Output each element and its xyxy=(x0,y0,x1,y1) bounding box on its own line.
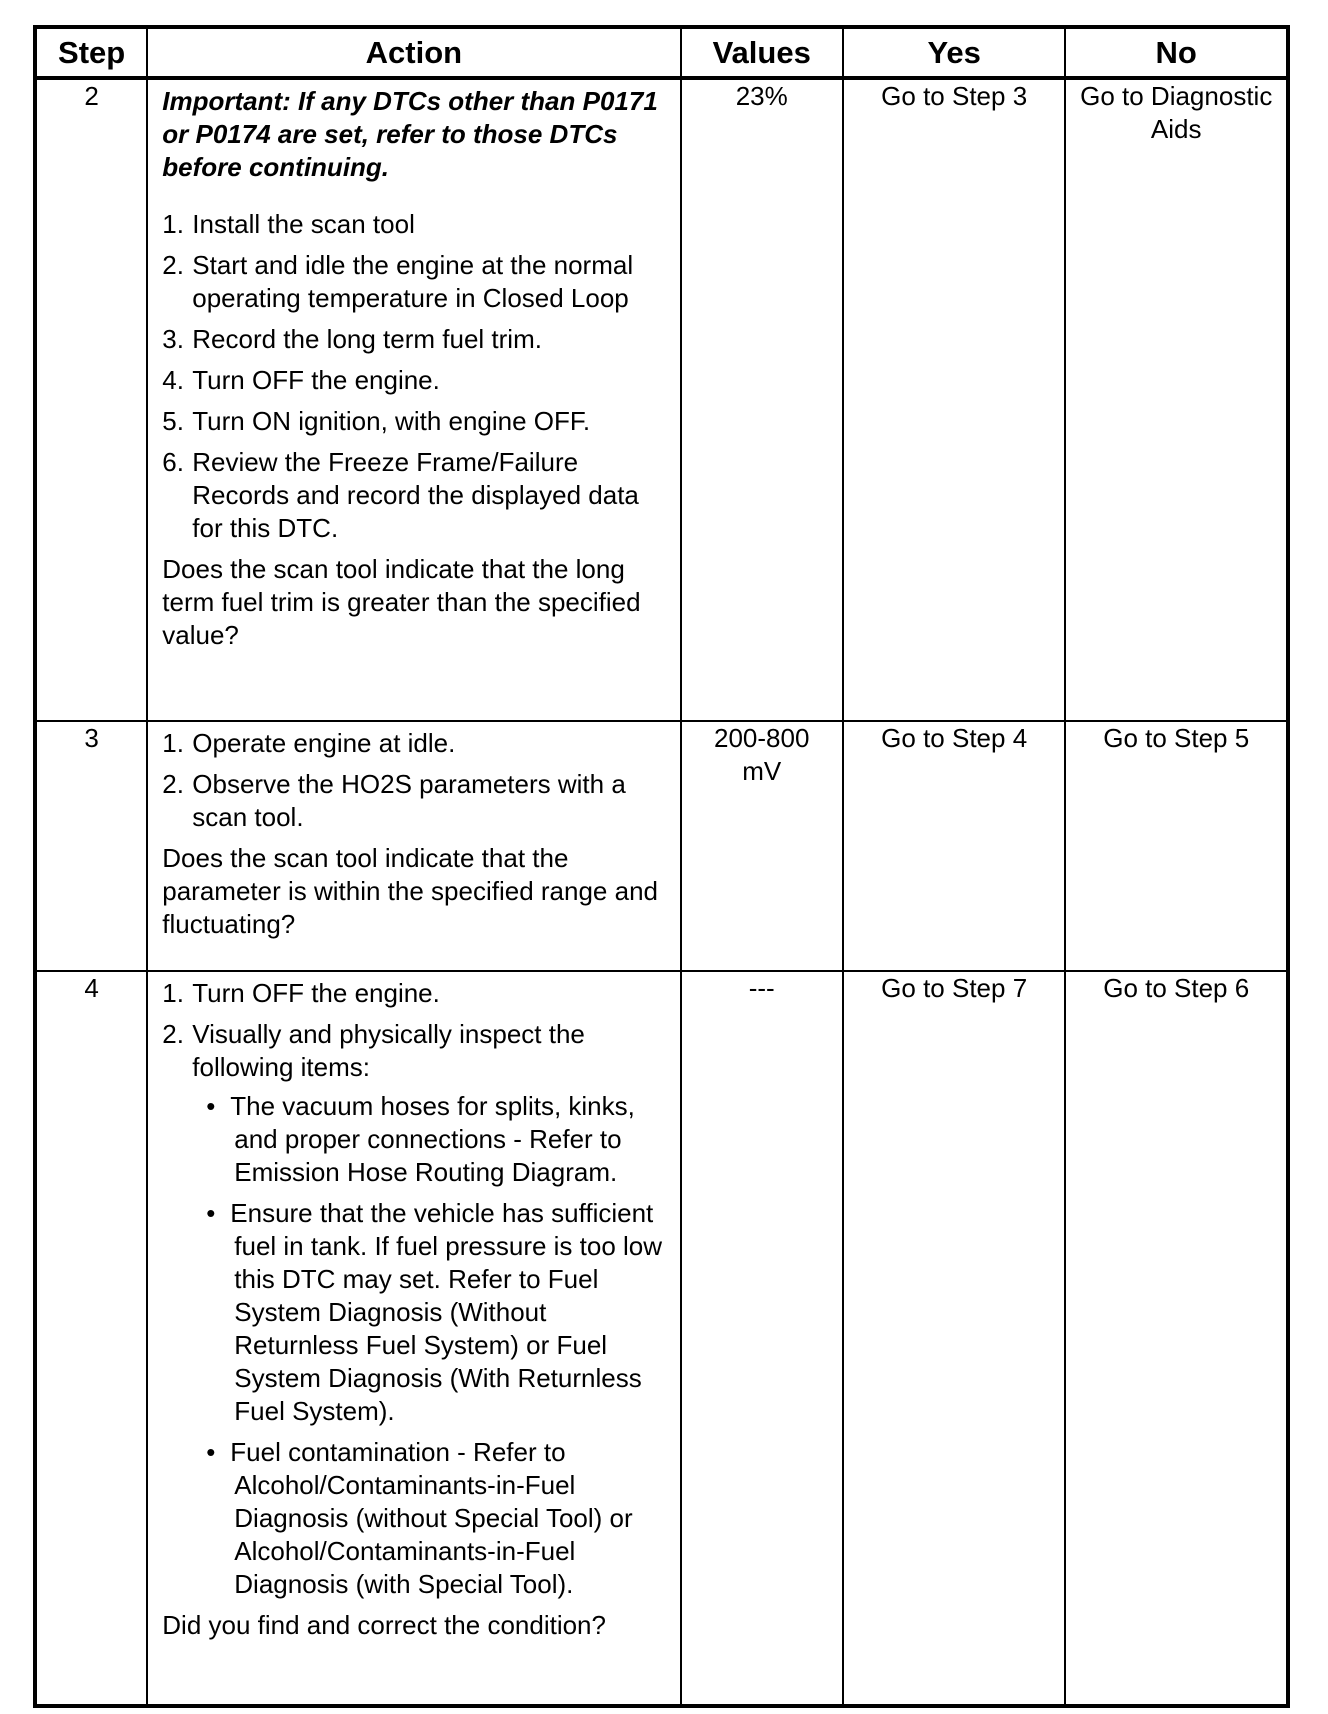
list-item: 1. Operate engine at idle. xyxy=(162,728,456,758)
table-row xyxy=(35,971,1288,1706)
list-item: 1. Turn OFF the engine. xyxy=(162,978,440,1008)
list-item: 6. Review the Freeze Frame/Failure Records and record the displayed data for this DTC. xyxy=(162,447,639,543)
action-question: Does the scan tool indicate that the parameter is within the specified range and fluctuating? xyxy=(162,843,658,939)
list-item: 1. Install the scan tool xyxy=(162,209,415,239)
header-action: Action xyxy=(147,27,680,78)
bullet-icon: • xyxy=(206,1198,216,1228)
action-cell xyxy=(147,721,680,971)
yes-cell: Go to Step 3 xyxy=(843,78,1066,721)
table-row xyxy=(35,721,1288,971)
header-values: Values xyxy=(681,27,843,78)
action-cell xyxy=(147,78,680,721)
header-yes: Yes xyxy=(843,27,1066,78)
yes-cell: Go to Step 4 xyxy=(843,721,1066,971)
action-question: Does the scan tool indicate that the long term fuel trim is greater than the specified value? xyxy=(162,554,641,650)
diagnostic-table xyxy=(33,25,1290,1708)
action-cell xyxy=(147,971,680,1706)
header-step: Step xyxy=(35,27,147,78)
step-number: 4 xyxy=(35,971,147,1706)
step-number: 2 xyxy=(35,78,147,721)
no-cell: Go to Diagnostic Aids xyxy=(1065,78,1288,721)
action-question: Did you find and correct the condition? xyxy=(162,1610,606,1640)
list-item: 4. Turn OFF the engine. xyxy=(162,365,440,395)
action-steps xyxy=(162,977,669,1601)
list-item: 3. Record the long term fuel trim. xyxy=(162,324,542,354)
no-cell: Go to Step 6 xyxy=(1065,971,1288,1706)
list-item: 5. Turn ON ignition, with engine OFF. xyxy=(162,406,591,436)
list-item: 2. Observe the HO2S parameters with a scan tool. xyxy=(162,769,626,832)
no-cell: Go to Step 5 xyxy=(1065,721,1288,971)
important-note: Important: If any DTCs other than P0171 or P0174 are set, refer to those DTCs before continuing. xyxy=(162,86,658,182)
step-number: 3 xyxy=(35,721,147,971)
list-item: 2. Visually and physically inspect the following items: • The vacuum hoses for splits, kinks, and proper connections - Refer to Emission Hose Routing Diagram. • Ensure that the vehicle has sufficient fuel in tank. If fuel pressure is too low this DTC may set. Refer to Fuel System Diagnosis (Without Returnless Fuel System) or Fuel System Diagnosis (With Returnless Fuel System). • Fuel contamination - Refer to Alcohol/Contaminants-in-Fuel Diagnosis (without Special Tool) or Alcohol/Contaminants-in-Fuel Diagnosis (with Special Tool). xyxy=(162,1018,669,1601)
table-row xyxy=(35,78,1288,721)
header-no: No xyxy=(1065,27,1288,78)
values-cell xyxy=(681,721,843,971)
header-row xyxy=(35,27,1288,78)
inspection-bullets xyxy=(162,1090,669,1601)
yes-cell: Go to Step 7 xyxy=(843,971,1066,1706)
list-item: 2. Start and idle the engine at the normal operating temperature in Closed Loop xyxy=(162,250,634,313)
action-steps xyxy=(162,208,669,545)
values-cell: 23% xyxy=(681,78,843,721)
bullet-icon: • xyxy=(206,1437,216,1467)
values-cell: --- xyxy=(681,971,843,1706)
list-item: • The vacuum hoses for splits, kinks, and proper connections - Refer to Emission Hose Routing Diagram. xyxy=(162,1090,669,1189)
list-item: • Fuel contamination - Refer to Alcohol/Contaminants-in-Fuel Diagnosis (without Special Tool) or Alcohol/Contaminants-in-Fuel Diagnosis (with Special Tool). xyxy=(162,1436,669,1601)
action-steps xyxy=(162,727,669,834)
list-item: • Ensure that the vehicle has sufficient fuel in tank. If fuel pressure is too low this DTC may set. Refer to Fuel System Diagnosis (Without Returnless Fuel System) or Fuel System Diagnosis (With Returnless Fuel System). xyxy=(162,1197,669,1428)
bullet-icon: • xyxy=(206,1091,216,1121)
values-text: 200-800 mV xyxy=(714,723,810,786)
